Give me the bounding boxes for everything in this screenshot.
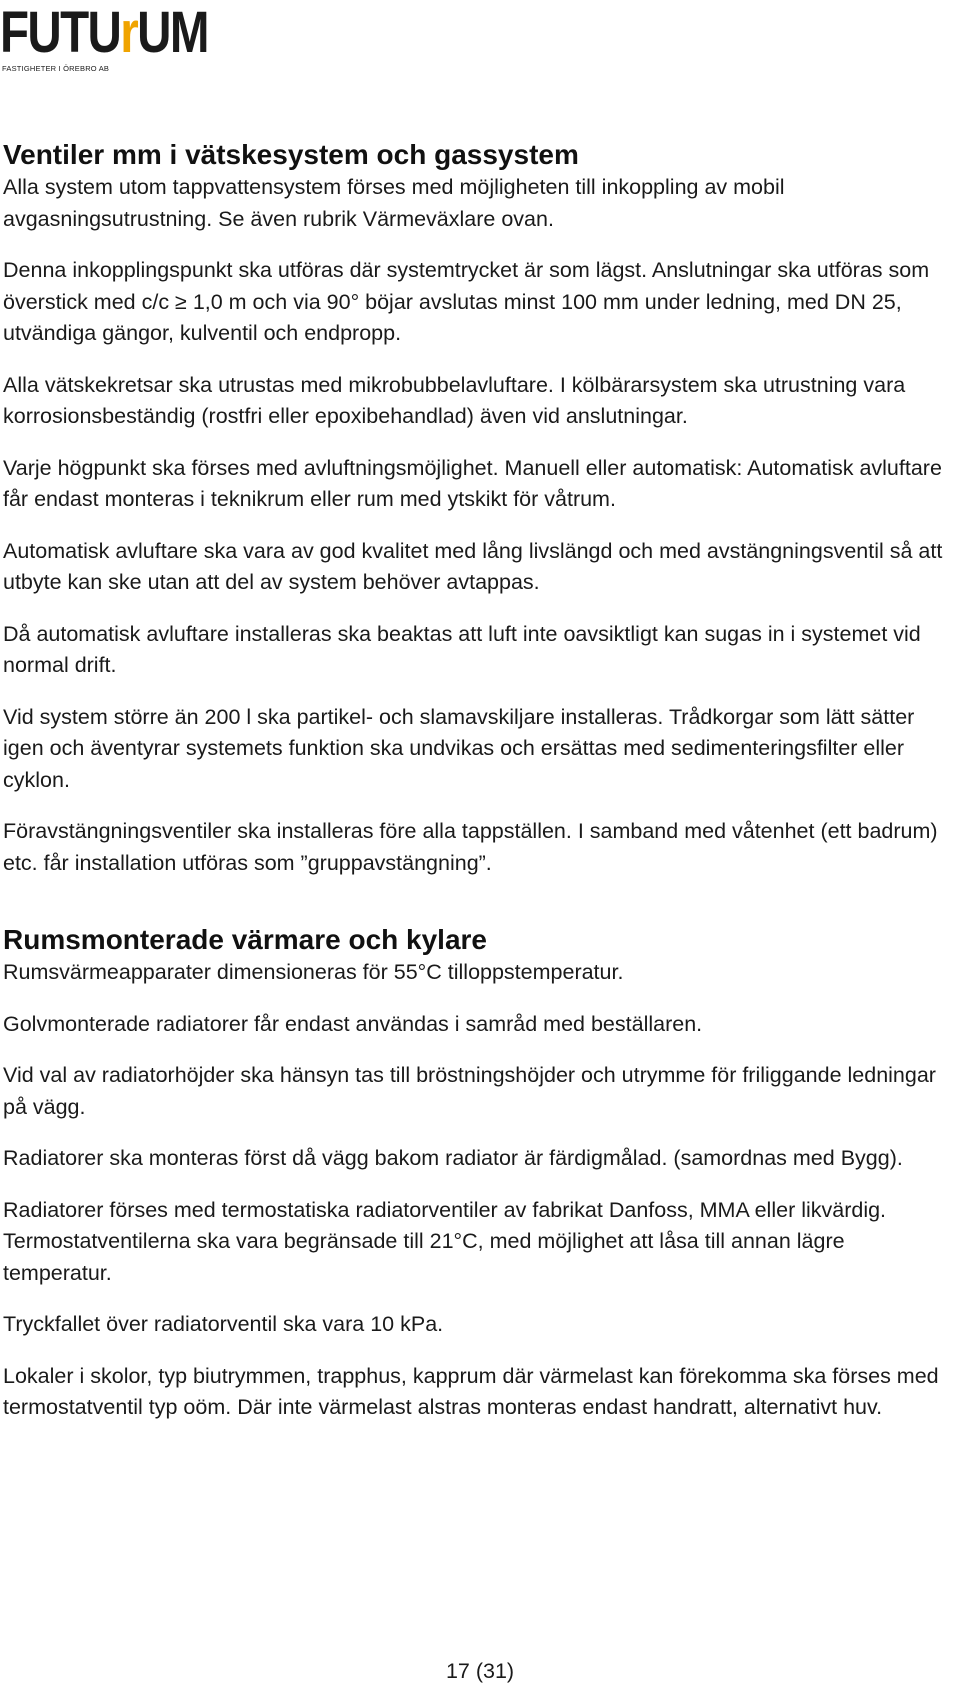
paragraph: Golvmonterade radiatorer får endast användas i samråd med beställaren. xyxy=(3,1011,703,1036)
document-body xyxy=(3,138,958,1444)
paragraph: Varje högpunkt ska förses med avluftningsmöjlighet. Manuell eller automatisk: Automatisk avluftare får endast monteras i teknikrum eller rum med ytskikt för våtrum. xyxy=(3,455,942,511)
paragraph: Då automatisk avluftare installeras ska beaktas att luft inte oavsiktligt kan sugas in i systemet vid normal drift. xyxy=(3,621,921,677)
paragraph: Alla system utom tappvattensystem förses med möjligheten till inkoppling av mobil avgasningsutrustning. Se även rubrik Värmeväxlare ovan. xyxy=(3,175,785,231)
section-heading: Rumsmonterade värmare och kylare xyxy=(3,924,487,955)
logo-wordmark xyxy=(0,0,208,66)
section-rumsmonterade xyxy=(3,923,958,1424)
paragraph: Automatisk avluftare ska vara av god kvalitet med lång livslängd och med avstängningsventil så att utbyte kan ske utan att del av system behöver avtappas. xyxy=(3,538,943,594)
logo-text-accent: r xyxy=(120,0,138,65)
logo-subtitle: FASTIGHETER I ÖREBRO AB xyxy=(2,64,110,73)
paragraph: Lokaler i skolor, typ biutrymmen, trapphus, kapprum där värmelast kan förekomma ska förses med termostatventil typ oöm. Där inte värmelast alstras monteras endast handratt, alternativt huv. xyxy=(3,1363,939,1419)
paragraph: Vid val av radiatorhöjder ska hänsyn tas till bröstningshöjder och utrymme för friliggande ledningar på vägg. xyxy=(3,1063,936,1119)
company-logo xyxy=(0,0,210,80)
paragraph: Föravstängningsventiler ska installeras före alla tappställen. I samband med våtenhet (ett badrum) etc. får installation utföras som ”gruppavstängning”. xyxy=(3,819,938,875)
section-ventiler xyxy=(3,138,958,879)
paragraph: Alla vätskekretsar ska utrustas med mikrobubbelavluftare. I kölbärarsystem ska utrustning vara korrosionsbeständig (rostfri eller epoxibehandlad) även vid anslutningar. xyxy=(3,372,906,428)
paragraph: Tryckfallet över radiatorventil ska vara 10 kPa. xyxy=(3,1312,444,1336)
paragraph: Rumsvärmeapparater dimensioneras för 55°C tilloppstemperatur. xyxy=(3,960,624,984)
paragraph: Vid system större än 200 l ska partikel- och slamavskiljare installeras. Trådkorgar som lätt sätter igen och äventyrar systemets funktion ska undvikas och ersättas med sedimenteringsfilter eller cyklon. xyxy=(3,704,915,792)
page-number: 17 (31) xyxy=(445,1659,515,1683)
paragraph: Radiatorer förses med termostatiska radiatorventiler av fabrikat Danfoss, MMA eller likvärdig. Termostatventilerna ska vara begränsade till 21°C, med möjlighet att låsa till annan lägre temperatur. xyxy=(3,1197,887,1285)
logo-text-pre: FUTU xyxy=(0,0,121,65)
paragraph: Denna inkopplingspunkt ska utföras där systemtrycket är som lägst. Anslutningar ska utföras som överstick med c/c ≥ 1,0 m och via 90° böjar avslutas minst 100 mm under ledning, med DN 25, utvändiga gängor, kulventil och endpropp. xyxy=(3,258,930,345)
logo-text-post: UM xyxy=(137,0,208,65)
section-heading: Ventiler mm i vätskesystem och gassystem xyxy=(3,139,579,170)
paragraph: Radiatorer ska monteras först då vägg bakom radiator är färdigmålad. (samordnas med Bygg). xyxy=(3,1146,903,1170)
